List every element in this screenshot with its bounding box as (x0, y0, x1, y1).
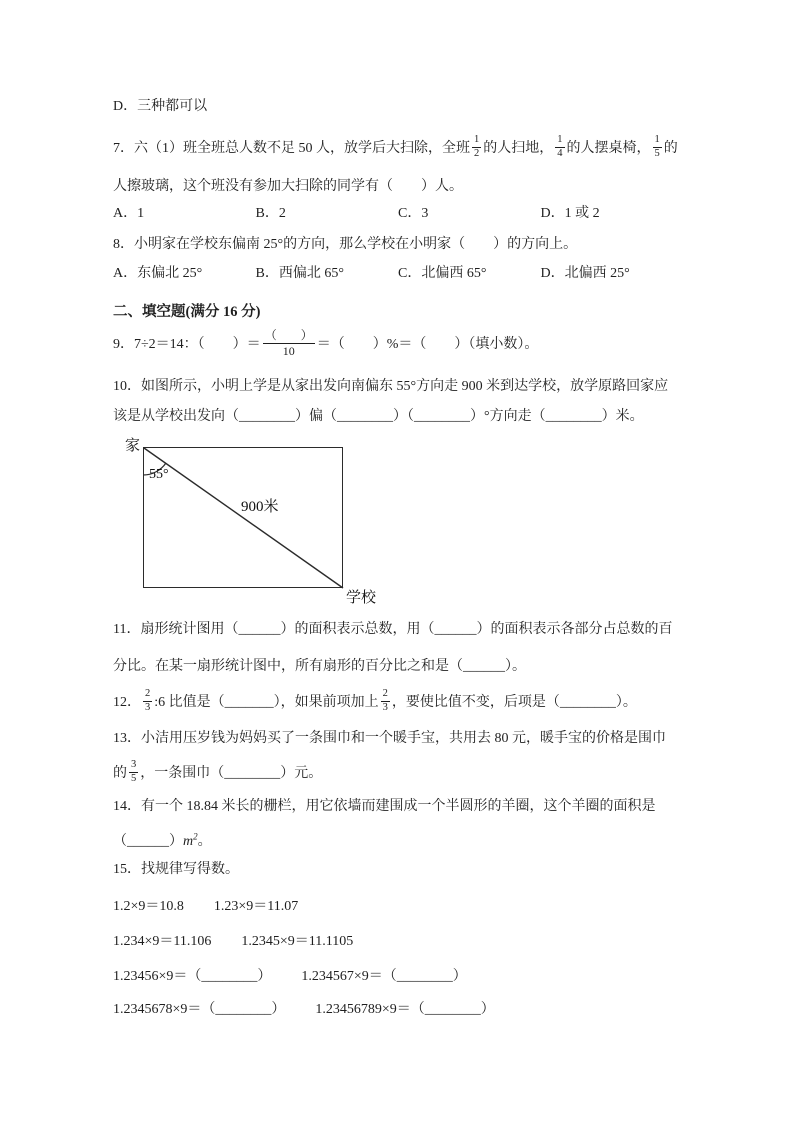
equation-with-blank: 1.23456789×9＝（________） (315, 1002, 495, 1017)
question-8-option-b: B．西偏北 65° (255, 266, 344, 281)
question-7-text-b: 的人扫地， (483, 141, 554, 156)
question-15-row-2 (113, 923, 713, 957)
fraction-blank-over-10: $\frac{( )}{10}$ (264, 328, 313, 358)
question-7-line-2: 人擦玻璃，这个班没有参加大扫除的同学有（ ）人。 (113, 179, 463, 194)
question-13-text-a: 的 (113, 766, 127, 781)
section-2-heading: 二、填空题(满分 16 分) (113, 303, 261, 320)
question-14-answer-blank: $(\_\_\_\_\_\_)m^2$。 (113, 831, 212, 849)
question-8-option-c: C．北偏西 65° (398, 266, 487, 281)
question-7-text-c: 的人摆桌椅， (566, 141, 651, 156)
question-7-text-d: 的 (663, 141, 678, 156)
prev-question-option-d: D．三种都可以 (113, 99, 208, 114)
question-10-figure (113, 437, 413, 609)
equation: 1.2345×9＝11.1105 (241, 934, 354, 949)
figure-diagonal-and-arc (113, 437, 413, 609)
fraction-three-fifths: $\frac{3}{5}$ (131, 758, 137, 784)
question-10-line-2: 该是从学校出发向（________）偏（________）（________）°方向走（________）米。 (113, 409, 644, 424)
question-7-option-d: D．1 或 2 (540, 206, 600, 221)
question-10-line-1: 10．如图所示，小明上学是从家出发向南偏东 55°方向走 900 米到达学校，放学原路回家应 (113, 379, 669, 394)
question-12-text (113, 678, 713, 724)
question-9-text-a: 9．7÷2＝14：（ ）＝ (113, 337, 261, 352)
question-7-line-1 (113, 124, 713, 170)
question-13-text-b: ，一条围巾（________）元。 (140, 766, 323, 781)
fraction-one-half: $\frac{1}{2}$ (474, 133, 480, 159)
question-11-line-1: 11．扇形统计图用（______）的面积表示总数，用（______）的面积表示各部分占总数的百 (113, 622, 673, 637)
equation: 1.2×9＝10.8 (113, 899, 184, 914)
figure-distance-label: 900米 (241, 499, 279, 515)
question-12-text-b: :6 比值是（_______），如果前项加上 (154, 695, 379, 710)
fraction-two-thirds-2: $\frac{2}{3}$ (382, 687, 388, 713)
question-8-text: 8．小明家在学校东偏南 25°的方向，那么学校在小明家（ ）的方向上。 (113, 237, 578, 252)
question-7-options (113, 195, 683, 229)
question-8-option-a: A．东偏北 25° (113, 266, 203, 281)
question-12-text-c: ，要使比值不变，后项是（________）。 (391, 695, 637, 710)
question-13-line-1: 13．小洁用压岁钱为妈妈买了一条围巾和一个暖手宝，共用去 80 元，暖手宝的价格是围巾 (113, 731, 666, 746)
question-7-option-b: B．2 (255, 206, 286, 221)
equation-with-blank: 1.2345678×9＝（________） (113, 1002, 286, 1017)
question-15-row-1 (113, 888, 713, 922)
fraction-one-fifth: $\frac{1}{5}$ (654, 133, 660, 159)
question-8-options (113, 255, 683, 289)
question-7-text-a: 7．六（1）班全班总人数不足 50 人，放学后大扫除，全班 (113, 141, 470, 156)
question-15-row-4 (113, 991, 713, 1025)
figure-home-label: 家 (125, 438, 141, 454)
question-14-line-1: 14．有一个 18.84 米长的栅栏，用它依墙而建围成一个半圆形的羊圈，这个羊圈的面积是 (113, 799, 656, 814)
question-9-text-b: ＝（ ）%＝（ ）（填小数）。 (316, 337, 539, 352)
question-7-option-a: A．1 (113, 206, 145, 221)
equation-with-blank: 1.234567×9＝（________） (301, 969, 467, 984)
question-8-option-d: D．北偏西 25° (540, 266, 630, 281)
figure-school-label: 学校 (346, 590, 377, 606)
question-11-line-2: 分比。在某一扇形统计图中，所有扇形的百分比之和是（______）。 (113, 659, 526, 674)
unit-m: m (183, 834, 194, 849)
unit-exponent: 2 (193, 831, 198, 842)
question-7-option-c: C．3 (398, 206, 429, 221)
equation: 1.23×9＝11.07 (213, 899, 299, 914)
question-9-text (113, 320, 713, 366)
fraction-one-quarter: $\frac{1}{4}$ (557, 133, 563, 159)
fraction-two-thirds-1: $\frac{2}{3}$ (145, 687, 151, 713)
equation: 1.234×9＝11.106 (113, 934, 212, 949)
question-15-row-3 (113, 958, 713, 992)
equation-with-blank: 1.23456×9＝（________） (113, 969, 272, 984)
figure-angle-label: 55° (149, 467, 169, 482)
question-15-title: 15．找规律写得数。 (113, 862, 239, 877)
question-12-text-a: 12． (113, 695, 141, 710)
